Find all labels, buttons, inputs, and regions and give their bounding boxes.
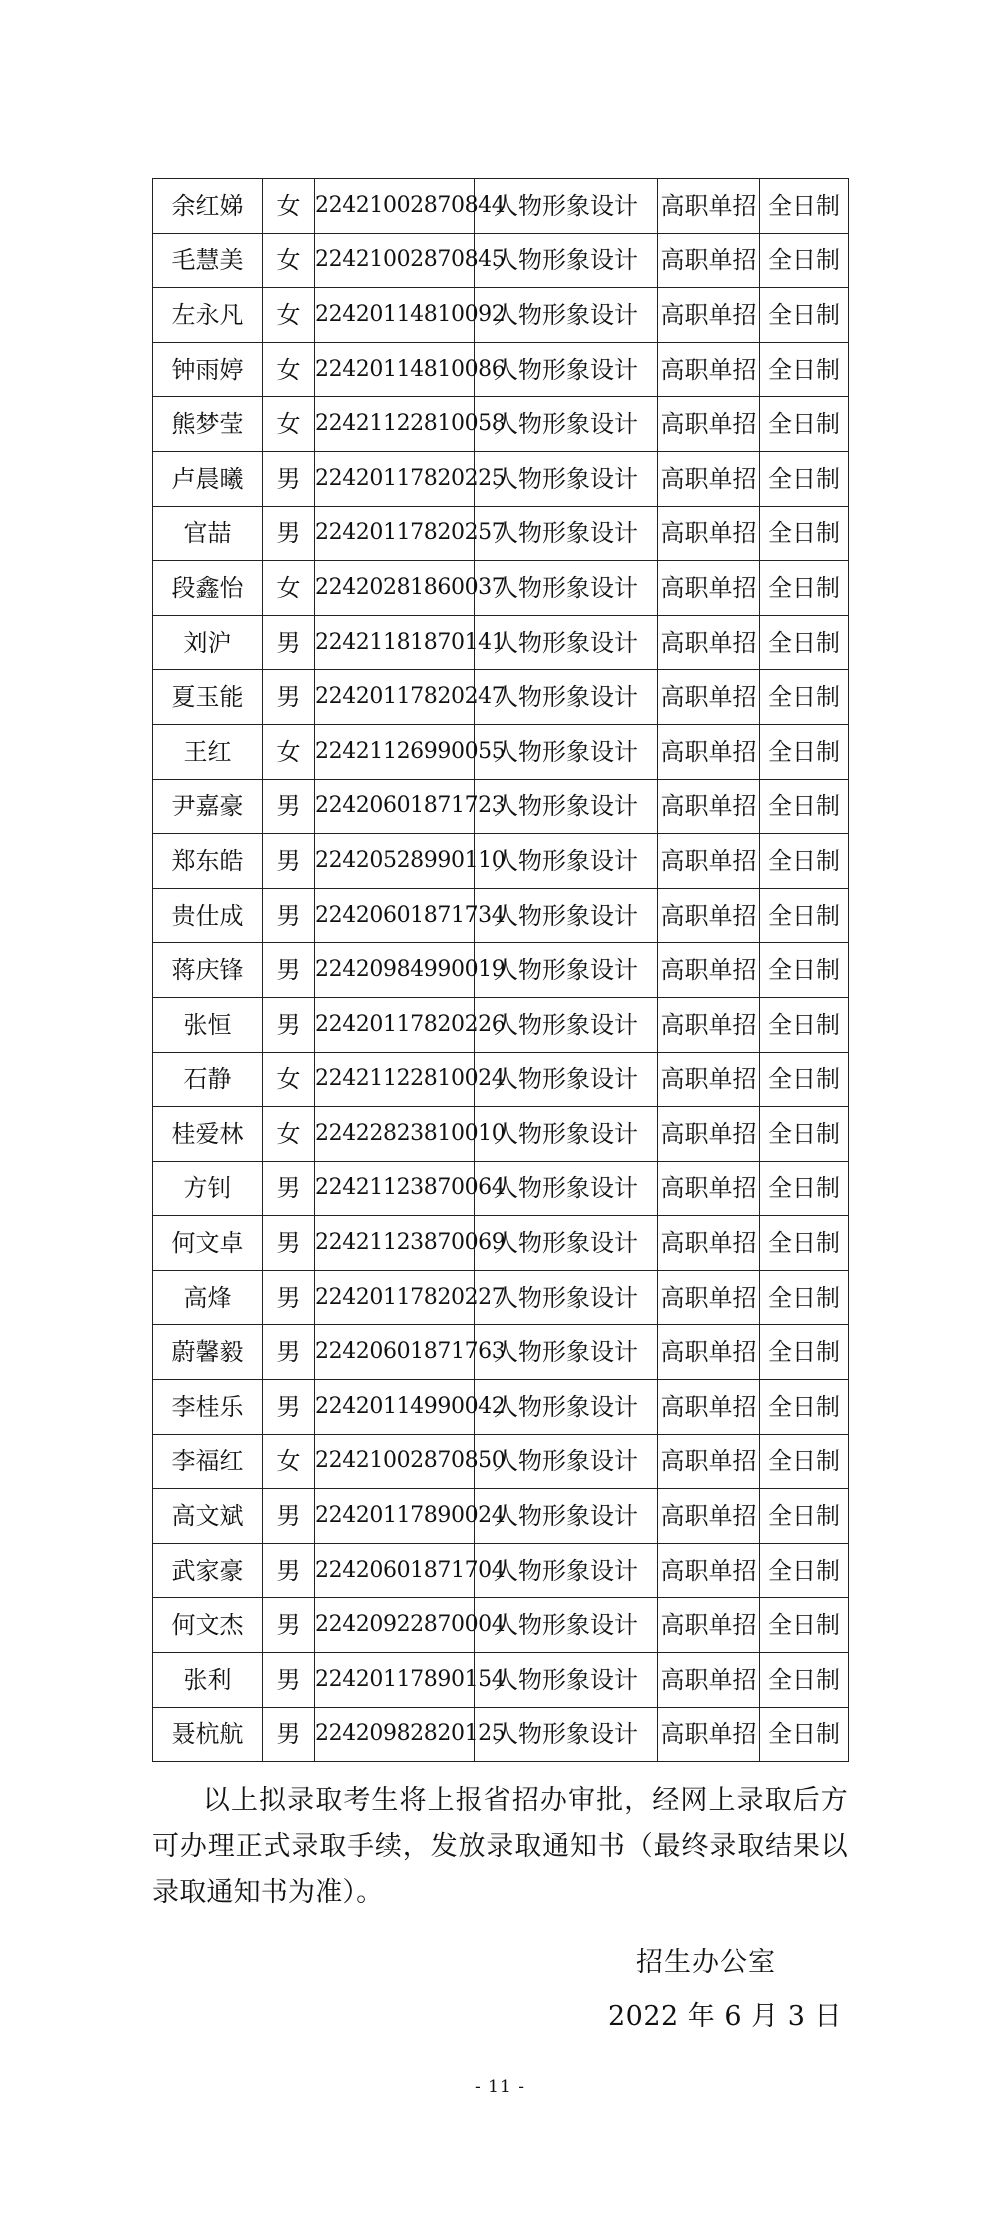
- admission-type-cell: 高职单招: [658, 1325, 760, 1380]
- gender-cell: 女: [263, 397, 315, 452]
- candidate-id-cell: 22420117820226: [315, 997, 475, 1052]
- candidate-id-cell: 22420601871723: [315, 779, 475, 834]
- study-mode-cell: 全日制: [760, 1380, 849, 1435]
- gender-cell: 女: [263, 724, 315, 779]
- candidate-id-cell: 22420117890024: [315, 1489, 475, 1544]
- gender-cell: 男: [263, 888, 315, 943]
- student-name-cell: 张恒: [153, 997, 263, 1052]
- admission-type-cell: 高职单招: [658, 615, 760, 670]
- student-name-cell: 尹嘉豪: [153, 779, 263, 834]
- table-row: [153, 888, 849, 943]
- major-cell: 人物形象设计: [475, 1216, 658, 1271]
- student-name-cell: 桂爱林: [153, 1107, 263, 1162]
- major-cell: 人物形象设计: [475, 1161, 658, 1216]
- candidate-id-cell: 22420117820227: [315, 1270, 475, 1325]
- table-row: [153, 615, 849, 670]
- student-name-cell: 李福红: [153, 1434, 263, 1489]
- table-row: [153, 233, 849, 288]
- candidate-id-cell: 22420281860037: [315, 561, 475, 616]
- study-mode-cell: 全日制: [760, 1653, 849, 1708]
- table-row: [153, 1270, 849, 1325]
- student-name-cell: 余红娣: [153, 179, 263, 234]
- table-row: [153, 1107, 849, 1162]
- admission-notice: [152, 1778, 848, 1916]
- gender-cell: 女: [263, 561, 315, 616]
- major-cell: 人物形象设计: [475, 834, 658, 889]
- candidate-id-cell: 22420117820225: [315, 451, 475, 506]
- candidate-id-cell: 22420114810086: [315, 342, 475, 397]
- major-cell: 人物形象设计: [475, 1380, 658, 1435]
- study-mode-cell: 全日制: [760, 615, 849, 670]
- gender-cell: 女: [263, 288, 315, 343]
- candidate-id-cell: 22420601871704: [315, 1543, 475, 1598]
- gender-cell: 女: [263, 179, 315, 234]
- admission-type-cell: 高职单招: [658, 1052, 760, 1107]
- issue-date: 2022 年 6 月 3 日: [608, 2001, 842, 2032]
- gender-cell: 男: [263, 1489, 315, 1544]
- student-name-cell: 何文卓: [153, 1216, 263, 1271]
- study-mode-cell: 全日制: [760, 670, 849, 725]
- candidate-id-cell: 22421122810058: [315, 397, 475, 452]
- student-name-cell: 毛慧美: [153, 233, 263, 288]
- admission-type-cell: 高职单招: [658, 670, 760, 725]
- gender-cell: 女: [263, 1052, 315, 1107]
- candidate-id-cell: 22420117820247: [315, 670, 475, 725]
- student-name-cell: 蒋庆锋: [153, 943, 263, 998]
- table-row: [153, 1543, 849, 1598]
- admission-roster-table: [152, 178, 849, 1762]
- student-name-cell: 武家豪: [153, 1543, 263, 1598]
- gender-cell: 女: [263, 342, 315, 397]
- table-row: [153, 179, 849, 234]
- major-cell: 人物形象设计: [475, 1270, 658, 1325]
- table-row: [153, 1216, 849, 1271]
- major-cell: 人物形象设计: [475, 561, 658, 616]
- student-name-cell: 蔚馨毅: [153, 1325, 263, 1380]
- gender-cell: 男: [263, 1653, 315, 1708]
- admission-type-cell: 高职单招: [658, 1161, 760, 1216]
- major-cell: 人物形象设计: [475, 451, 658, 506]
- admission-type-cell: 高职单招: [658, 1216, 760, 1271]
- table-row: [153, 1598, 849, 1653]
- student-name-cell: 贵仕成: [153, 888, 263, 943]
- major-cell: 人物形象设计: [475, 342, 658, 397]
- table-row: [153, 834, 849, 889]
- admission-type-cell: 高职单招: [658, 288, 760, 343]
- admission-type-cell: 高职单招: [658, 1434, 760, 1489]
- admission-type-cell: 高职单招: [658, 1707, 760, 1762]
- table-row: [153, 561, 849, 616]
- admission-type-cell: 高职单招: [658, 724, 760, 779]
- gender-cell: 女: [263, 1434, 315, 1489]
- gender-cell: 男: [263, 1161, 315, 1216]
- table-row: [153, 451, 849, 506]
- admission-type-cell: 高职单招: [658, 997, 760, 1052]
- admission-type-cell: 高职单招: [658, 397, 760, 452]
- table-row: [153, 1653, 849, 1708]
- admission-type-cell: 高职单招: [658, 1653, 760, 1708]
- admission-type-cell: 高职单招: [658, 1598, 760, 1653]
- table-row: [153, 1325, 849, 1380]
- major-cell: 人物形象设计: [475, 943, 658, 998]
- student-name-cell: 石静: [153, 1052, 263, 1107]
- gender-cell: 男: [263, 1598, 315, 1653]
- roster-body: [153, 179, 849, 1762]
- study-mode-cell: 全日制: [760, 1707, 849, 1762]
- study-mode-cell: 全日制: [760, 943, 849, 998]
- page-number: - 11 -: [475, 2077, 525, 2097]
- admission-type-cell: 高职单招: [658, 179, 760, 234]
- admission-type-cell: 高职单招: [658, 233, 760, 288]
- major-cell: 人物形象设计: [475, 670, 658, 725]
- major-cell: 人物形象设计: [475, 288, 658, 343]
- student-name-cell: 聂杭航: [153, 1707, 263, 1762]
- study-mode-cell: 全日制: [760, 888, 849, 943]
- student-name-cell: 官喆: [153, 506, 263, 561]
- candidate-id-cell: 22421002870844: [315, 179, 475, 234]
- table-row: [153, 288, 849, 343]
- study-mode-cell: 全日制: [760, 397, 849, 452]
- major-cell: 人物形象设计: [475, 506, 658, 561]
- study-mode-cell: 全日制: [760, 1270, 849, 1325]
- table-row: [153, 779, 849, 834]
- major-cell: 人物形象设计: [475, 1052, 658, 1107]
- gender-cell: 男: [263, 779, 315, 834]
- major-cell: 人物形象设计: [475, 1543, 658, 1598]
- admission-type-cell: 高职单招: [658, 342, 760, 397]
- admission-type-cell: 高职单招: [658, 561, 760, 616]
- study-mode-cell: 全日制: [760, 1489, 849, 1544]
- student-name-cell: 夏玉能: [153, 670, 263, 725]
- gender-cell: 男: [263, 451, 315, 506]
- study-mode-cell: 全日制: [760, 1434, 849, 1489]
- major-cell: 人物形象设计: [475, 779, 658, 834]
- study-mode-cell: 全日制: [760, 1052, 849, 1107]
- candidate-id-cell: 22420601871763: [315, 1325, 475, 1380]
- major-cell: 人物形象设计: [475, 724, 658, 779]
- study-mode-cell: 全日制: [760, 1107, 849, 1162]
- gender-cell: 男: [263, 670, 315, 725]
- study-mode-cell: 全日制: [760, 1543, 849, 1598]
- gender-cell: 女: [263, 233, 315, 288]
- study-mode-cell: 全日制: [760, 561, 849, 616]
- table-row: [153, 724, 849, 779]
- admission-type-cell: 高职单招: [658, 1107, 760, 1162]
- study-mode-cell: 全日制: [760, 1598, 849, 1653]
- admission-type-cell: 高职单招: [658, 451, 760, 506]
- student-name-cell: 高文斌: [153, 1489, 263, 1544]
- admission-type-cell: 高职单招: [658, 779, 760, 834]
- gender-cell: 男: [263, 1325, 315, 1380]
- major-cell: 人物形象设计: [475, 1653, 658, 1708]
- candidate-id-cell: 22421002870850: [315, 1434, 475, 1489]
- candidate-id-cell: 22421181870141: [315, 615, 475, 670]
- student-name-cell: 李桂乐: [153, 1380, 263, 1435]
- student-name-cell: 王红: [153, 724, 263, 779]
- table-row: [153, 1489, 849, 1544]
- student-name-cell: 郑东皓: [153, 834, 263, 889]
- gender-cell: 男: [263, 1707, 315, 1762]
- study-mode-cell: 全日制: [760, 724, 849, 779]
- table-row: [153, 1161, 849, 1216]
- student-name-cell: 段鑫怡: [153, 561, 263, 616]
- notice-text: 以上拟录取考生将上报省招办审批，经网上录取后方可办理正式录取手续，发放录取通知书（最终录取结果以录取通知书为准）。: [152, 1785, 848, 1908]
- issuing-office: 招生办公室: [636, 1947, 776, 1978]
- table-row: [153, 1052, 849, 1107]
- study-mode-cell: 全日制: [760, 288, 849, 343]
- candidate-id-cell: 22420114810092: [315, 288, 475, 343]
- candidate-id-cell: 22421002870845: [315, 233, 475, 288]
- major-cell: 人物形象设计: [475, 397, 658, 452]
- candidate-id-cell: 22422823810010: [315, 1107, 475, 1162]
- major-cell: 人物形象设计: [475, 1434, 658, 1489]
- gender-cell: 男: [263, 997, 315, 1052]
- candidate-id-cell: 22420117820257: [315, 506, 475, 561]
- student-name-cell: 高烽: [153, 1270, 263, 1325]
- candidate-id-cell: 22420601871734: [315, 888, 475, 943]
- admission-type-cell: 高职单招: [658, 888, 760, 943]
- candidate-id-cell: 22420922870004: [315, 1598, 475, 1653]
- admission-type-cell: 高职单招: [658, 506, 760, 561]
- student-name-cell: 方钊: [153, 1161, 263, 1216]
- table-row: [153, 1434, 849, 1489]
- major-cell: 人物形象设计: [475, 1598, 658, 1653]
- study-mode-cell: 全日制: [760, 834, 849, 889]
- gender-cell: 女: [263, 1107, 315, 1162]
- study-mode-cell: 全日制: [760, 451, 849, 506]
- admission-type-cell: 高职单招: [658, 1543, 760, 1598]
- major-cell: 人物形象设计: [475, 888, 658, 943]
- student-name-cell: 左永凡: [153, 288, 263, 343]
- study-mode-cell: 全日制: [760, 1325, 849, 1380]
- major-cell: 人物形象设计: [475, 1489, 658, 1544]
- major-cell: 人物形象设计: [475, 233, 658, 288]
- table-row: [153, 997, 849, 1052]
- admission-type-cell: 高职单招: [658, 834, 760, 889]
- student-name-cell: 刘沪: [153, 615, 263, 670]
- major-cell: 人物形象设计: [475, 1107, 658, 1162]
- admission-type-cell: 高职单招: [658, 943, 760, 998]
- table-row: [153, 506, 849, 561]
- gender-cell: 男: [263, 1216, 315, 1271]
- study-mode-cell: 全日制: [760, 779, 849, 834]
- study-mode-cell: 全日制: [760, 179, 849, 234]
- candidate-id-cell: 22420984990019: [315, 943, 475, 998]
- candidate-id-cell: 22420114990042: [315, 1380, 475, 1435]
- admission-type-cell: 高职单招: [658, 1380, 760, 1435]
- student-name-cell: 何文杰: [153, 1598, 263, 1653]
- gender-cell: 男: [263, 1543, 315, 1598]
- study-mode-cell: 全日制: [760, 1216, 849, 1271]
- student-name-cell: 卢晨曦: [153, 451, 263, 506]
- study-mode-cell: 全日制: [760, 1161, 849, 1216]
- candidate-id-cell: 22420528990110: [315, 834, 475, 889]
- major-cell: 人物形象设计: [475, 615, 658, 670]
- table-row: [153, 670, 849, 725]
- student-name-cell: 钟雨婷: [153, 342, 263, 397]
- table-row: [153, 342, 849, 397]
- student-name-cell: 张利: [153, 1653, 263, 1708]
- table-row: [153, 1707, 849, 1762]
- candidate-id-cell: 22420117890154: [315, 1653, 475, 1708]
- gender-cell: 男: [263, 506, 315, 561]
- table-row: [153, 397, 849, 452]
- candidate-id-cell: 22421122810024: [315, 1052, 475, 1107]
- study-mode-cell: 全日制: [760, 506, 849, 561]
- major-cell: 人物形象设计: [475, 997, 658, 1052]
- table-row: [153, 1380, 849, 1435]
- student-name-cell: 熊梦莹: [153, 397, 263, 452]
- admission-type-cell: 高职单招: [658, 1270, 760, 1325]
- table-row: [153, 943, 849, 998]
- gender-cell: 男: [263, 1380, 315, 1435]
- major-cell: 人物形象设计: [475, 179, 658, 234]
- gender-cell: 男: [263, 834, 315, 889]
- gender-cell: 男: [263, 615, 315, 670]
- admission-type-cell: 高职单招: [658, 1489, 760, 1544]
- candidate-id-cell: 22421123870069: [315, 1216, 475, 1271]
- candidate-id-cell: 22421126990055: [315, 724, 475, 779]
- major-cell: 人物形象设计: [475, 1707, 658, 1762]
- candidate-id-cell: 22420982820125: [315, 1707, 475, 1762]
- gender-cell: 男: [263, 943, 315, 998]
- study-mode-cell: 全日制: [760, 233, 849, 288]
- study-mode-cell: 全日制: [760, 997, 849, 1052]
- study-mode-cell: 全日制: [760, 342, 849, 397]
- gender-cell: 男: [263, 1270, 315, 1325]
- candidate-id-cell: 22421123870064: [315, 1161, 475, 1216]
- major-cell: 人物形象设计: [475, 1325, 658, 1380]
